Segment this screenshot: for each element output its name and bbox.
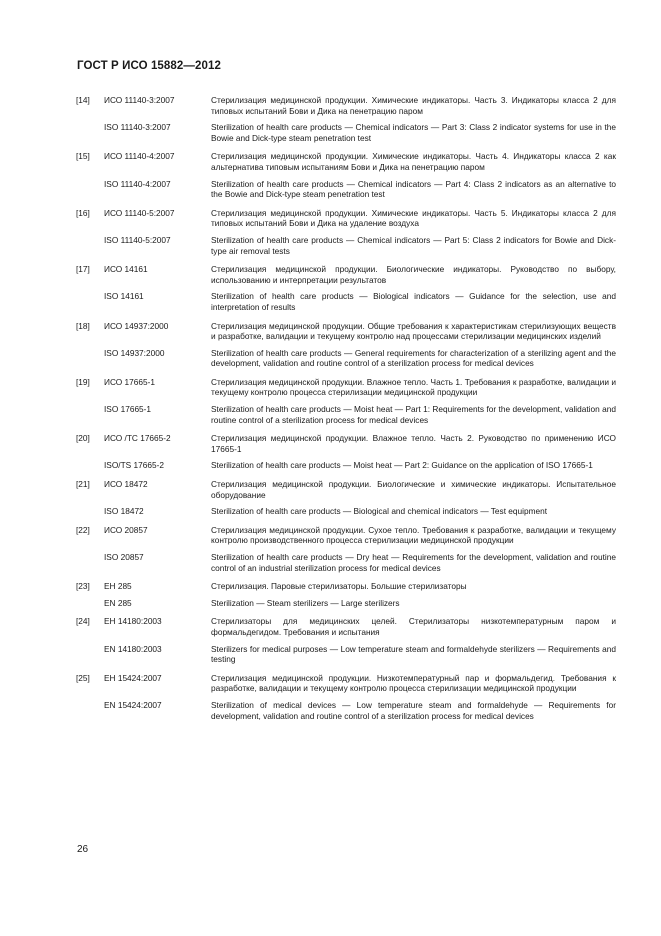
standard-code: EN 285	[104, 597, 132, 608]
reference-entry-en	[76, 179, 616, 200]
standard-title: Sterilization of health care products — Chemical indicators — Part 3: Class 2 indicator systems for use in the Bowie and Dick-type steam penetration test	[211, 122, 616, 143]
reference-entry-ru	[76, 581, 616, 592]
reference-entry-ru	[76, 208, 616, 229]
reference-entry-en	[76, 348, 616, 369]
standard-code: ISO 11140-5:2007	[104, 234, 171, 245]
reference-entry-en	[76, 404, 616, 425]
standard-code: ИСО 11140-3:2007	[104, 95, 175, 105]
standard-title: Стерилизация медицинской продукции. Химические индикаторы. Часть 3. Индикаторы класса 2 для типовых испытаний Бови и Дика на пенетрацию паром	[211, 95, 616, 116]
standard-code: ИСО 17665-1	[104, 376, 155, 387]
standard-code: ISO 14161	[104, 291, 144, 302]
reference-entry-ru	[76, 264, 616, 285]
standard-title: Sterilization of health care products — Biological indicators — Guidance for the selection, use and interpretation of results	[211, 291, 616, 312]
standard-code: EN 14180:2003	[104, 643, 162, 654]
reference-entry-en	[76, 598, 616, 609]
reference-number: [21]	[76, 479, 90, 490]
reference-entry-en	[76, 506, 616, 517]
reference-entry-en	[76, 235, 616, 256]
standard-code: ISO 18472	[104, 506, 144, 517]
standard-code: ЕН 14180:2003	[104, 616, 162, 627]
standard-title: Стерилизация медицинской продукции. Химические индикаторы. Часть 5. Индикаторы класса 2 для типовых испытаний Бови и Дика на удаление воздуха	[211, 207, 616, 229]
standard-title: Sterilizers for medical purposes — Low temperature steam and formaldehyde sterilizers — Requirements and testing	[211, 643, 616, 665]
standard-title: Sterilization of health care products — Moist heat — Part 2: Guidance on the application of ISO 17665-1	[211, 460, 593, 471]
reference-number: [16]	[76, 207, 90, 218]
standard-title: Стерилизация медицинской продукции. Общие требования к характеристикам стерилизующих веществ и разработке, валидации и текущему контролю над процессами стерилизации медицинских изделий	[211, 320, 616, 342]
standard-title: Стерилизация медицинской продукции. Влажное тепло. Часть 2. Руководство по применению ИСО 17665-1	[211, 433, 616, 454]
reference-number: [22]	[76, 524, 90, 535]
reference-number: [14]	[76, 95, 90, 105]
reference-number: [25]	[76, 672, 90, 683]
reference-entry-ru	[76, 321, 616, 342]
reference-entry-ru	[76, 433, 616, 454]
standard-code: ISO 14937:2000	[104, 347, 165, 358]
standard-title: Стерилизация медицинской продукции. Сухое тепло. Требования к разработке, валидации и текущему контролю производственного процесса стерилизации медицинской продукции	[211, 524, 616, 546]
reference-entry-ru	[76, 377, 616, 398]
reference-entry-ru	[76, 95, 616, 116]
standard-code: ISO 20857	[104, 552, 144, 562]
bibliography-list	[76, 95, 616, 721]
standard-code: ИСО 14161	[104, 264, 148, 275]
standard-code: ISO 11140-3:2007	[104, 122, 171, 133]
standard-title: Стерилизация медицинской продукции. Низкотемпературный пар и формальдегид. Требования к разработке, валидации и текущему контролю процесса стерилизации медицинской продукции	[211, 672, 616, 694]
reference-entry-en	[76, 291, 616, 312]
standard-title: Sterilization of health care products — Moist heat — Part 1: Requirements for the development, validation and routine control of a sterilization process for medical devices	[211, 404, 616, 425]
standard-code: ISO/TS 17665-2	[104, 460, 164, 471]
standard-title: Sterilization of health care products — Chemical indicators — Part 4: Class 2 indicators as an alternative to the Bowie and Dick-type steam penetration test	[211, 178, 616, 200]
page-number: 26	[77, 844, 89, 855]
reference-entry-en	[76, 122, 616, 143]
reference-entry-ru	[76, 479, 616, 500]
reference-entry-ru	[76, 673, 616, 694]
standard-code: ИСО 11140-4:2007	[104, 151, 175, 162]
reference-entry-ru	[76, 151, 616, 172]
standard-title: Стерилизация медицинской продукции. Биологические и химические индикаторы. Испытательное оборудование	[211, 479, 616, 500]
reference-number: [24]	[76, 616, 90, 627]
reference-entry-en	[76, 460, 616, 471]
standard-title: Стерилизация медицинской продукции. Химические индикаторы. Часть 4. Индикаторы класса 2 как альтернатива типовым испытаниям Бови и Дика на пенетрацию паром	[211, 151, 616, 172]
standard-title: Стерилизация медицинской продукции. Влажное тепло. Часть 1. Требования к разработке, валидации и текущему контролю процесса стерилизации медицинской продукции	[211, 376, 616, 398]
standard-code: ИСО 18472	[104, 479, 148, 490]
reference-number: [18]	[76, 320, 90, 331]
standard-title: Стерилизация медицинской продукции. Биологические индикаторы. Руководство по выбору, использованию и интерпретации результатов	[211, 264, 616, 285]
reference-entry-ru	[76, 616, 616, 637]
reference-number: [15]	[76, 151, 90, 162]
standard-code: ЕН 285	[104, 581, 132, 592]
standard-title: Sterilization of health care products — Biological and chemical indicators — Test equipment	[211, 506, 548, 517]
document-header: ГОСТ Р ИСО 15882—2012	[77, 60, 222, 72]
reference-entry-ru	[76, 525, 616, 546]
reference-number: [20]	[76, 433, 90, 444]
reference-number: [23]	[76, 581, 90, 592]
reference-entry-en	[76, 644, 616, 665]
standard-title: Стерилизаторы для медицинских целей. Стерилизаторы низкотемпературным паром и формальдегидом. Требования и испытания	[211, 616, 616, 637]
standard-title: Sterilization of health care products — Dry heat — Requirements for the development, validation and routine control of an industrial sterilization process for medical devices	[211, 552, 616, 573]
standard-code: ИСО 20857	[104, 524, 148, 535]
standard-title: Sterilization — Steam sterilizers — Large sterilizers	[211, 597, 400, 608]
reference-entry-en	[76, 552, 616, 573]
standard-code: ЕН 15424:2007	[104, 672, 162, 683]
standard-title: Sterilization of medical devices — Low temperature steam and formaldehyde — Requirements for development, validation and routine control of a sterilization process for medical devices	[211, 699, 616, 721]
standard-code: ИСО 11140-5:2007	[104, 207, 175, 218]
standard-title: Стерилизация. Паровые стерилизаторы. Большие стерилизаторы	[211, 581, 467, 592]
standard-title: Sterilization of health care products — General requirements for characterization of a sterilizing agent and the development, validation and routine control of a sterilization process for medical devices	[211, 347, 616, 369]
reference-number: [17]	[76, 264, 90, 275]
standard-title: Sterilization of health care products — Chemical indicators — Part 5: Class 2 indicators for Bowie and Dick-type air removal tests	[211, 234, 616, 256]
reference-number: [19]	[76, 376, 90, 387]
standard-code: ИСО /ТС 17665-2	[104, 433, 171, 444]
standard-code: ISO 11140-4:2007	[104, 178, 171, 189]
standard-code: ИСО 14937:2000	[104, 320, 169, 331]
reference-entry-en	[76, 700, 616, 721]
standard-code: ISO 17665-1	[104, 404, 152, 415]
standard-code: EN 15424:2007	[104, 699, 162, 710]
